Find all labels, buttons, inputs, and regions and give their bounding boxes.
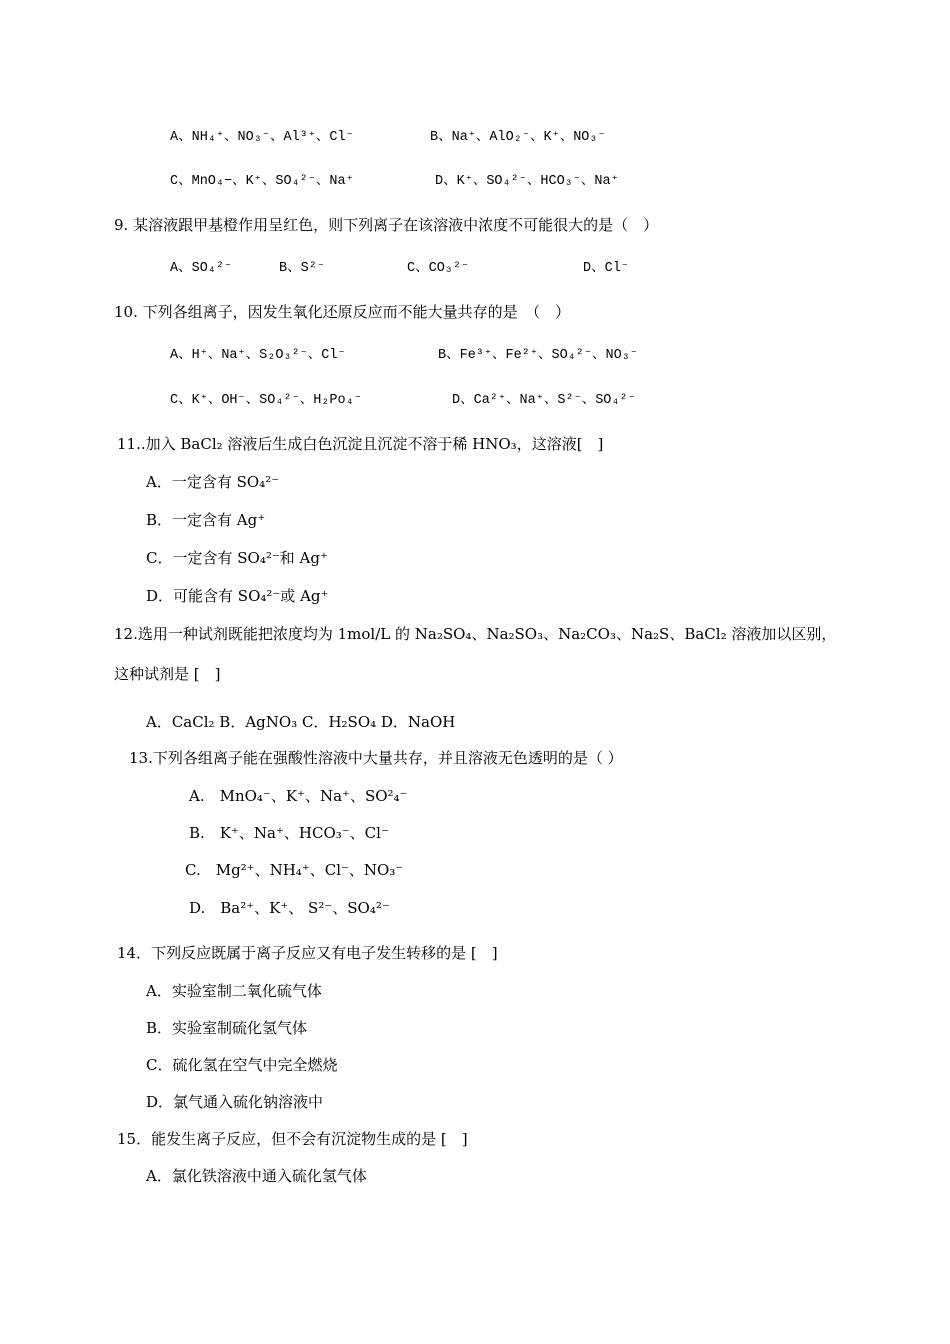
q11-option-d: D．可能含有 SO₄²⁻或 Ag⁺	[146, 587, 329, 605]
q10-option-d: D、Ca²⁺、Na⁺、S²⁻、SO₄²⁻	[452, 393, 636, 408]
q14-option-a: A．实验室制二氧化硫气体	[146, 982, 322, 1000]
q12-stem-line1: 12.选用一种试剂既能把浓度均为 1mol/L 的 Na₂SO₄、Na₂SO₃、Na₂CO₃、Na₂S、BaCl₂ 溶液加以区别，	[114, 625, 837, 643]
q15-option-a: A．氯化铁溶液中通入硫化氢气体	[146, 1167, 367, 1185]
q10-option-a: A、H⁺、Na⁺、S₂O₃²⁻、Cl⁻	[170, 348, 346, 363]
q8-option-d: D、K⁺、SO₄²⁻、HCO₃⁻、Na⁺	[435, 174, 619, 189]
q11-stem: 11..加入 BaCl₂ 溶液后生成白色沉淀且沉淀不溶于稀 HNO₃，这溶液[ ]	[117, 435, 604, 453]
q14-option-c: C．硫化氢在空气中完全燃烧	[146, 1056, 338, 1074]
q10-option-b: B、Fe³⁺、Fe²⁺、SO₄²⁻、NO₃⁻	[438, 348, 638, 363]
q10-option-c: C、K⁺、OH⁻、SO₄²⁻、H₂Po₄⁻	[170, 393, 362, 408]
q14-option-d: D．氯气通入硫化钠溶液中	[146, 1093, 324, 1111]
q13-option-a: A. MnO₄⁻、K⁺、Na⁺、SO²₄⁻	[189, 787, 408, 805]
q14-stem: 14．下列反应既属于离子反应又有电子发生转移的是 [ ]	[117, 944, 498, 962]
q8-option-a: A、NH₄⁺、NO₃⁻、Al³⁺、Cl⁻	[170, 130, 354, 145]
q10-stem: 10. 下列各组离子，因发生氧化还原反应而不能大量共存的是 （ ）	[114, 303, 571, 321]
q12-stem-line2: 这种试剂是 [ ]	[114, 665, 221, 683]
q9-option-a: A、SO₄²⁻	[170, 261, 233, 276]
q14-option-b: B．实验室制硫化氢气体	[146, 1019, 308, 1037]
q11-option-c: C．一定含有 SO₄²⁻和 Ag⁺	[146, 549, 328, 567]
q13-stem: 13.下列各组离子能在强酸性溶液中大量共存，并且溶液无色透明的是（ ）	[129, 749, 623, 767]
q13-option-d: D. Ba²⁺、K⁺、 S²⁻、SO₄²⁻	[189, 899, 390, 917]
q8-option-c: C、MnO₄−、K⁺、SO₄²⁻、Na⁺	[170, 174, 354, 189]
q11-option-a: A．一定含有 SO₄²⁻	[146, 473, 280, 491]
q9-option-b: B、S²⁻	[279, 261, 325, 276]
q9-option-d: D、Cl⁻	[583, 261, 629, 276]
q15-stem: 15．能发生离子反应，但不会有沉淀物生成的是 [ ]	[117, 1130, 468, 1148]
q13-option-c: C. Mg²⁺、NH₄⁺、Cl⁻、NO₃⁻	[185, 861, 404, 879]
q11-option-b: B．一定含有 Ag⁺	[146, 511, 266, 529]
q8-option-b: B、Na⁺、AlO₂⁻、K⁺、NO₃⁻	[430, 130, 606, 145]
q9-stem: 9. 某溶液跟甲基橙作用呈红色，则下列离子在该溶液中浓度不可能很大的是（ ）	[114, 216, 659, 234]
q9-option-c: C、CO₃²⁻	[407, 261, 470, 276]
q12-options: A．CaCl₂ B．AgNO₃ C．H₂SO₄ D．NaOH	[146, 713, 456, 731]
q13-option-b: B. K⁺、Na⁺、HCO₃⁻、Cl⁻	[189, 824, 389, 842]
